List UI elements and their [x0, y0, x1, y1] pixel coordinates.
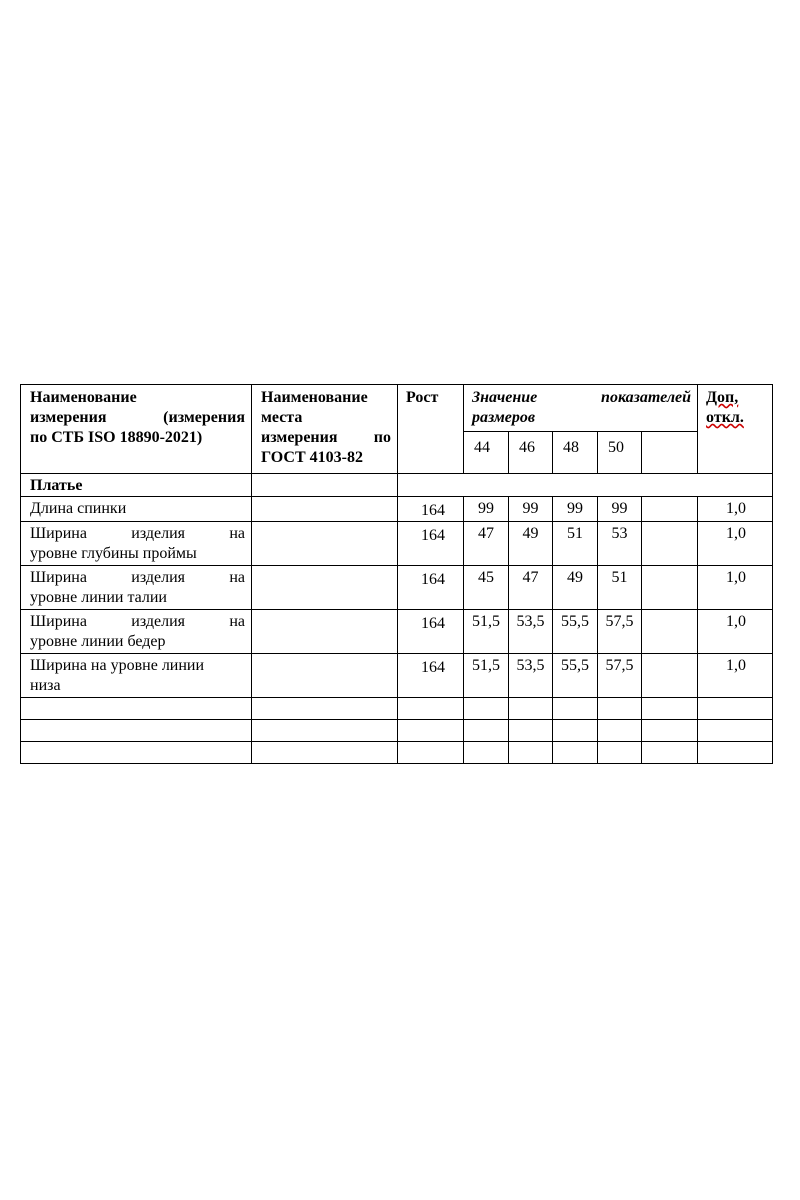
header-text: Наименование [261, 389, 368, 406]
row-value: 51,5 [464, 654, 509, 698]
header-text: места [261, 409, 303, 426]
row-value: 55,5 [553, 610, 598, 654]
row-rost: 164 [398, 522, 464, 566]
row-value: 53,5 [509, 610, 553, 654]
header-text: по СТБ ISO 18890-2021) [30, 429, 203, 446]
row-rost: 164 [398, 654, 464, 698]
row-value: 99 [553, 497, 598, 522]
header-tolerance: Доп, откл. [698, 385, 773, 474]
row-value: 51,5 [464, 610, 509, 654]
row-tolerance: 1,0 [698, 497, 773, 522]
header-measurement-name [21, 385, 252, 474]
row-value: 99 [598, 497, 642, 522]
row-tolerance: 1,0 [698, 610, 773, 654]
row-tolerance: 1,0 [698, 654, 773, 698]
row-value: 51 [553, 522, 598, 566]
section-row [21, 474, 773, 497]
row-value: 45 [464, 566, 509, 610]
row-value: 49 [509, 522, 553, 566]
row-value: 49 [553, 566, 598, 610]
row-value: 99 [464, 497, 509, 522]
row-tolerance: 1,0 [698, 566, 773, 610]
header-text: измерения (измерения [30, 409, 245, 426]
header-text: ГОСТ 4103-82 [261, 449, 363, 466]
header-text: измерения по [261, 429, 391, 446]
row-value: 55,5 [553, 654, 598, 698]
header-size-values: Значение показателей размеров [464, 385, 698, 432]
table-row [21, 610, 773, 654]
table-row [21, 654, 773, 698]
size-empty [642, 432, 698, 474]
row-tolerance: 1,0 [698, 522, 773, 566]
section-title: Платье [21, 474, 252, 497]
size-46: 46 [509, 432, 553, 474]
empty-row [21, 720, 773, 742]
size-50: 50 [598, 432, 642, 474]
table-row [21, 566, 773, 610]
empty-row [21, 698, 773, 720]
row-value: 53 [598, 522, 642, 566]
header-row [21, 385, 773, 432]
row-rost: 164 [398, 566, 464, 610]
row-rost: 164 [398, 497, 464, 522]
header-text: Наименование [30, 389, 137, 406]
header-rost: Рост [398, 385, 464, 474]
row-value: 57,5 [598, 654, 642, 698]
row-name: Ширина изделия на уровне линии талии [21, 566, 252, 610]
header-measurement-place [252, 385, 398, 474]
row-name: Ширина изделия на уровне глубины проймы [21, 522, 252, 566]
row-value: 53,5 [509, 654, 553, 698]
row-value: 47 [509, 566, 553, 610]
row-name: Длина спинки [21, 497, 252, 522]
row-name: Ширина изделия на уровне линии бедер [21, 610, 252, 654]
table-row [21, 522, 773, 566]
row-value: 99 [509, 497, 553, 522]
row-rost: 164 [398, 610, 464, 654]
measurement-table [20, 384, 773, 764]
row-name: Ширина на уровне линии низа [21, 654, 252, 698]
table-row [21, 497, 773, 522]
row-value: 57,5 [598, 610, 642, 654]
size-48: 48 [553, 432, 598, 474]
size-44: 44 [464, 432, 509, 474]
row-value: 51 [598, 566, 642, 610]
row-value: 47 [464, 522, 509, 566]
empty-row [21, 742, 773, 764]
